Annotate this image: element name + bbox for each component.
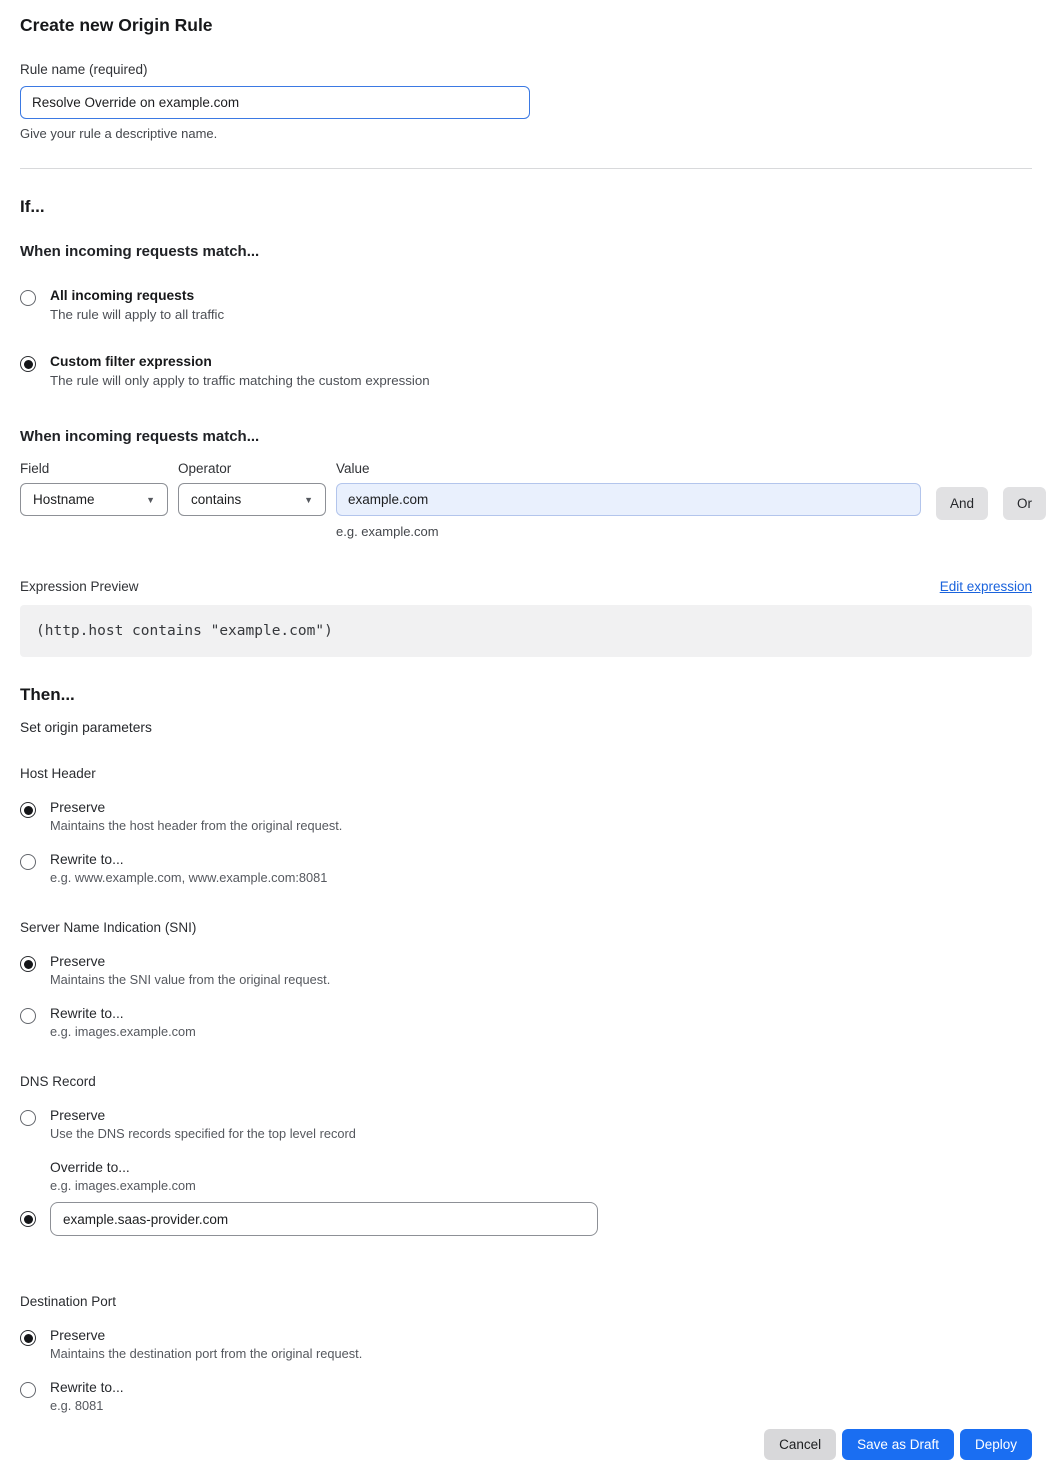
port-preserve-option — [20, 1328, 1032, 1361]
chevron-down-icon: ▼ — [146, 494, 155, 505]
option-all-incoming-requests — [20, 288, 1032, 322]
option-label[interactable]: All incoming requests — [50, 288, 195, 303]
operator-column — [178, 461, 326, 516]
radio-custom-filter-expression[interactable] — [20, 356, 36, 372]
option-custom-filter-expression — [20, 354, 1032, 388]
option-description: Use the DNS records specified for the top level record — [50, 1126, 356, 1141]
host-header-preserve-option — [20, 800, 1032, 833]
radio-sni-preserve[interactable] — [20, 956, 36, 972]
option-label[interactable]: Preserve — [50, 1108, 106, 1123]
or-button[interactable]: Or — [1003, 487, 1046, 520]
option-description: The rule will only apply to traffic matching the custom expression — [50, 373, 430, 388]
operator-label: Operator — [178, 461, 232, 476]
and-button[interactable]: And — [936, 487, 988, 520]
destination-port-group-label: Destination Port — [20, 1294, 117, 1309]
dns-record-group-label: DNS Record — [20, 1074, 96, 1089]
value-helper: e.g. example.com — [336, 524, 439, 539]
dns-override-input-row — [20, 1202, 1032, 1236]
radio-all-incoming-requests[interactable] — [20, 290, 36, 306]
radio-port-preserve[interactable] — [20, 1330, 36, 1346]
option-label[interactable]: Preserve — [50, 1328, 106, 1343]
field-label: Field — [20, 461, 50, 476]
chevron-down-icon: ▼ — [304, 494, 313, 505]
then-heading: Then... — [20, 685, 75, 704]
expression-preview-label: Expression Preview — [20, 579, 139, 594]
option-label[interactable]: Custom filter expression — [50, 354, 212, 369]
deploy-button[interactable]: Deploy — [960, 1429, 1032, 1460]
save-as-draft-button[interactable]: Save as Draft — [842, 1429, 954, 1460]
value-label: Value — [336, 461, 370, 476]
option-description: Maintains the host header from the original request. — [50, 818, 343, 833]
radio-sni-rewrite[interactable] — [20, 1008, 36, 1024]
radio-host-header-rewrite[interactable] — [20, 854, 36, 870]
sni-group-label: Server Name Indication (SNI) — [20, 920, 197, 935]
option-label[interactable]: Rewrite to... — [50, 1006, 124, 1021]
rule-name-helper: Give your rule a descriptive name. — [20, 126, 218, 141]
option-label[interactable]: Preserve — [50, 954, 106, 969]
operator-select[interactable] — [178, 483, 326, 516]
rule-name-input[interactable] — [20, 86, 530, 119]
port-rewrite-option — [20, 1380, 1032, 1413]
section-divider — [20, 168, 1032, 169]
footer-actions — [20, 1429, 1032, 1460]
option-label[interactable]: Rewrite to... — [50, 852, 124, 867]
option-label[interactable]: Override to... — [50, 1160, 130, 1175]
value-input[interactable] — [336, 483, 921, 516]
if-heading: If... — [20, 197, 45, 216]
option-description: Maintains the SNI value from the original request. — [50, 972, 331, 987]
radio-dns-override[interactable] — [20, 1211, 36, 1227]
sni-rewrite-option — [20, 1006, 1032, 1039]
value-column — [336, 461, 921, 539]
dns-preserve-option — [20, 1108, 1032, 1141]
field-column — [20, 461, 168, 516]
dns-override-input[interactable] — [50, 1202, 598, 1236]
radio-dns-preserve[interactable] — [20, 1110, 36, 1126]
option-description: e.g. images.example.com — [50, 1178, 196, 1193]
sni-preserve-option — [20, 954, 1032, 987]
option-description: e.g. images.example.com — [50, 1024, 196, 1039]
option-description: e.g. 8081 — [50, 1398, 104, 1413]
expression-preview-code: (http.host contains "example.com") — [20, 605, 1032, 657]
option-description: e.g. www.example.com, www.example.com:8081 — [50, 870, 328, 885]
option-description: Maintains the destination port from the original request. — [50, 1346, 363, 1361]
radio-host-header-preserve[interactable] — [20, 802, 36, 818]
radio-port-rewrite[interactable] — [20, 1382, 36, 1398]
cancel-button[interactable]: Cancel — [764, 1429, 836, 1460]
host-header-rewrite-option — [20, 852, 1032, 885]
field-select[interactable] — [20, 483, 168, 516]
page-title: Create new Origin Rule — [20, 15, 213, 35]
option-label[interactable]: Rewrite to... — [50, 1380, 124, 1395]
expression-preview-header — [20, 579, 1032, 594]
host-header-group-label: Host Header — [20, 766, 96, 781]
option-label[interactable]: Preserve — [50, 800, 106, 815]
expression-builder-row — [20, 461, 1032, 539]
builder-heading: When incoming requests match... — [20, 428, 260, 445]
edit-expression-link[interactable]: Edit expression — [939, 579, 1032, 594]
option-description: The rule will apply to all traffic — [50, 307, 225, 322]
dns-override-option — [20, 1160, 1032, 1236]
operator-select-value: contains — [191, 492, 242, 507]
field-select-value: Hostname — [33, 492, 95, 507]
rule-name-label: Rule name (required) — [20, 62, 148, 77]
if-match-heading: When incoming requests match... — [20, 243, 260, 260]
set-origin-parameters-label: Set origin parameters — [20, 720, 152, 735]
